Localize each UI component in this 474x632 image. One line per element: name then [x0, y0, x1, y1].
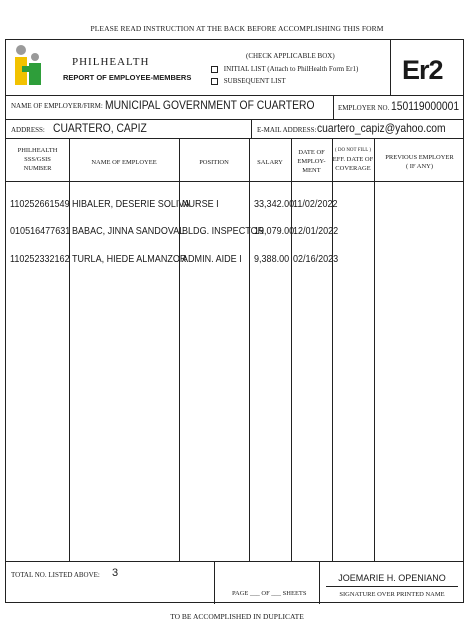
employer-no-label: EMPLOYER NO.	[338, 104, 390, 112]
cell-date: 11/02/2022	[293, 198, 338, 210]
form-title: REPORT OF EMPLOYEE-MEMBERS	[63, 73, 192, 82]
employer-name-label: NAME OF EMPLOYER/FIRM:	[11, 102, 103, 110]
subsequent-list-label: SUBSEQUENT LIST	[223, 77, 286, 85]
cell-name: BABAC, JINNA SANDOVAL	[72, 225, 185, 237]
org-name: PHILHEALTH	[72, 56, 150, 68]
table-row	[6, 253, 465, 267]
subsequent-list-option[interactable]	[211, 77, 286, 85]
email-label: E-MAIL ADDRESS:	[257, 126, 317, 134]
cell-name: TURLA, HIEDE ALMANZOR	[72, 253, 187, 265]
philhealth-logo-icon	[12, 44, 44, 88]
header-divider	[390, 40, 391, 95]
cell-salary: 19,079.00	[254, 225, 295, 237]
cell-position: NURSE I	[182, 198, 219, 210]
divider	[6, 95, 463, 96]
table-header-bottom	[6, 181, 463, 182]
divider	[251, 119, 252, 138]
col-header-id: PHILHEALTH SSS/GSIS NUMBER	[17, 147, 58, 172]
signature-line	[326, 586, 458, 587]
cell-salary: 33,342.00	[254, 198, 295, 210]
er2-form	[5, 39, 464, 603]
form-code: Er2	[402, 55, 443, 85]
col-header-salary: SALARY	[257, 159, 283, 166]
employer-name-value: MUNICIPAL GOVERNMENT OF CUARTERO	[105, 98, 315, 112]
footer-top	[6, 561, 463, 562]
initial-list-option[interactable]	[211, 65, 358, 73]
cell-id: 110252332162	[10, 253, 70, 265]
col-header-prev-employer: PREVIOUS EMPLOYER ( IF ANY)	[385, 154, 454, 170]
total-label: TOTAL NO. LISTED ABOVE:	[11, 571, 100, 579]
table-row	[6, 225, 465, 239]
cell-position: ADMIN. AIDE I	[182, 253, 242, 265]
cell-name: HIBALER, DESERIE SOLIVA	[72, 198, 190, 210]
divider	[333, 95, 334, 119]
cell-date: 12/01/2022	[293, 225, 339, 237]
signature-label: SIGNATURE OVER PRINTED NAME	[339, 591, 445, 598]
cell-salary: 9,388.00	[254, 253, 290, 265]
cell-id: 110252661549	[10, 198, 70, 210]
email-value: cuartero_capiz@yahoo.com	[317, 121, 446, 135]
page-counter: PAGE ___ OF ___ SHEETS	[232, 590, 307, 597]
divider	[6, 119, 463, 120]
bottom-instruction: TO BE ACCOMPLISHED IN DUPLICATE	[170, 612, 304, 621]
top-instruction: PLEASE READ INSTRUCTION AT THE BACK BEFORE ACCOMPLISHING THIS FORM	[90, 24, 384, 33]
col-header-position: POSITION	[199, 159, 229, 166]
subsequent-list-checkbox[interactable]	[211, 78, 218, 85]
check-box-title: (CHECK APPLICABLE BOX)	[246, 52, 335, 60]
divider	[6, 138, 463, 139]
signatory-name: JOEMARIE H. OPENIANO	[338, 573, 446, 583]
cell-position: BLDG. INSPECTOR	[182, 225, 265, 237]
col-header-eff: ( DO NOT FILL ) EFF. DATE OF COVERAGE	[332, 148, 374, 172]
total-value: 3	[112, 567, 119, 579]
cell-id: 010516477631	[10, 225, 71, 237]
col-header-name: NAME OF EMPLOYEE	[91, 159, 157, 166]
initial-list-checkbox[interactable]	[211, 66, 218, 73]
address-value: CUARTERO, CAPIZ	[53, 121, 147, 135]
employer-no-value: 150119000001	[391, 99, 460, 113]
cell-date: 02/16/2023	[293, 253, 339, 265]
table-row	[6, 198, 465, 212]
divider	[214, 561, 215, 604]
col-header-date: DATE OF EMPLOY- MENT	[297, 149, 326, 174]
address-label: ADDRESS:	[11, 126, 45, 134]
initial-list-label: INITIAL LIST (Attach to PhilHealth Form Er1)	[223, 65, 359, 73]
